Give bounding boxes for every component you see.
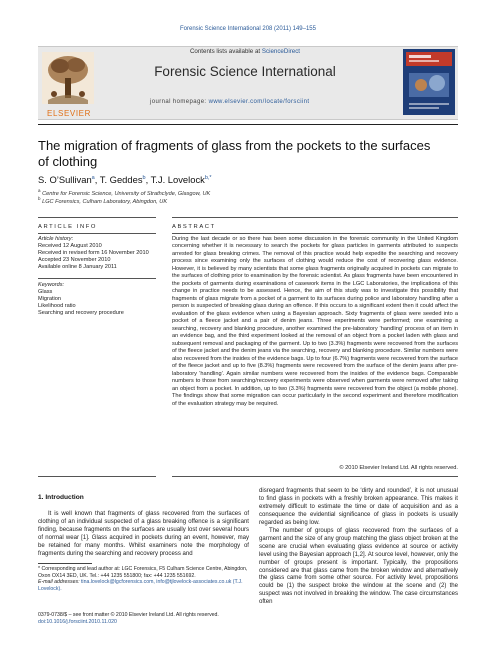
article-info-heading: ARTICLE INFO xyxy=(38,224,98,230)
article-info-bottom-rule xyxy=(38,476,156,477)
body-paragraph: It is well known that fragments of glass recovered from the surfaces of clothing of an individual suspected of a glass breaking offence is a significant finding, because fragments on the surfaces are usually lost over several hours of normal wear [1]. Glass acquired in pockets during an event, however, may be retained for many months. Whilst examiners note the morphology of fragments during the searching and recovery process and xyxy=(38,511,249,557)
contents-prefix: Contents lists available at xyxy=(189,48,261,55)
author-affiliation-marker[interactable]: b,* xyxy=(204,174,212,181)
doi-link[interactable]: doi:10.1016/j.forsciint.2010.11.020 xyxy=(38,618,117,625)
abstract-bottom-rule xyxy=(172,476,458,477)
keyword: Likelihood ratio xyxy=(38,303,76,310)
affiliation xyxy=(38,196,458,205)
abstract-top-rule xyxy=(172,217,458,218)
affiliation-text: Centre for Forensic Science, University of Strathclyde, Glasgow, UK xyxy=(42,190,211,197)
article-info-top-rule xyxy=(38,217,156,218)
affiliation-marker: a xyxy=(38,188,41,193)
history-label: Article history: xyxy=(38,236,74,242)
author-affiliation-marker[interactable]: b xyxy=(142,174,146,181)
email-label: E-mail addresses: xyxy=(38,579,80,586)
abstract-text xyxy=(172,236,458,408)
copyright-notice: © 2010 Elsevier Ireland Ltd. All rights reserved. xyxy=(339,465,458,471)
journal-reference[interactable]: Forensic Science International 208 (2011) 149–155 xyxy=(180,26,316,32)
contents-availability xyxy=(100,48,390,55)
article-title: The migration of fragments of glass from the pockets to the surfaces of clothing xyxy=(38,138,431,169)
keyword: Glass xyxy=(38,289,53,296)
elsevier-tree-logo xyxy=(40,50,96,112)
elsevier-wordmark: ELSEVIER xyxy=(47,109,91,118)
email-line xyxy=(38,579,249,592)
history-entry: Accepted 23 November 2010 xyxy=(38,257,111,264)
author-name[interactable]: T.J. Lovelock xyxy=(150,174,205,185)
header-divider xyxy=(38,124,458,125)
history-entry: Received in revised form 16 November 2010 xyxy=(38,250,149,257)
homepage-link[interactable]: www.elsevier.com/locate/forsciint xyxy=(208,99,310,105)
keywords-block xyxy=(38,282,158,317)
issn-line: 0379-0738/$ – see front matter © 2010 Elsevier Ireland Ltd. All rights reserved. xyxy=(38,612,219,618)
history-entry: Received 12 August 2010 xyxy=(38,243,102,250)
publication-info xyxy=(38,612,258,625)
journal-cover-image[interactable] xyxy=(403,49,455,115)
abstract-rule xyxy=(172,233,458,234)
affiliation-text: LGC Forensics, Culham Laboratory, Abingdon, UK xyxy=(42,198,168,205)
history-entry: Available online 8 January 2011 xyxy=(38,264,117,271)
journal-name: Forensic Science International xyxy=(154,64,336,79)
sciencedirect-link[interactable]: ScienceDirect xyxy=(261,48,301,55)
body-paragraph: The number of groups of glass recovered from the surfaces of a garment and the size of any group matching the glass object broken at the scene are crucial when evaluating glass evidence at source or activity level using the Bayesian approach [1,2]. At source level, however, only the number of groups present is important. Typically, the propositions considered are that glass came from the broken window and alternatively the glass came from some other source. For activity level, propositions could be (1) the suspect broke the window at the scene and (2) the suspect was not involved in breaking the window. The case circumstances often xyxy=(259,527,458,606)
author-name[interactable]: S. O’Sullivan xyxy=(38,174,92,185)
keyword: Migration xyxy=(38,296,62,303)
body-paragraph: disregard fragments that seem to be ‘dirty and rounded’, it is not unusual to find glass in pockets with a freshly broken appearance. This makes it extremely difficult to estimate the time or date of acquisition and as a consequence the evidential significance of glass in pockets is usually regarded as being low. xyxy=(259,488,458,526)
article-history xyxy=(38,236,158,271)
homepage-label: journal homepage: xyxy=(150,99,207,105)
abstract-heading: ABSTRACT xyxy=(172,224,216,230)
body-column-right xyxy=(259,488,458,607)
affiliation-marker: b xyxy=(38,196,41,201)
corresponding-author-note: * Corresponding and lead author at: LGC Forensics, F5 Culham Science Centre, Abingdon, Oxon OX14 3ED, UK. Tel.: +44 1235 551800; fax: +44 1235 551692. xyxy=(38,566,248,579)
author-name[interactable]: T. Geddes xyxy=(99,174,143,185)
abstract-paragraph: During the last decade or so there has been some discussion in the forensic community in the United Kingdom concerning whether it is necessary to search the pockets for glass particles in garments attributed to suspects arrested for glass breaking crimes. The removal of this practice would help expedite the searching and recovery process since examining only the surfaces of clothing would reduce the cost of recovering glass evidence. However, it is believed by many scientists that some glass fragments originally acquired in pockets can migrate to the surfaces of clothing prior to examination by the forensic scientist. As glass fragments have been encountered in the pockets of garments during examinations of casework items in the LGC Laboratories, the implications of this change in practice needs to be assessed. Hence, the aim of this study was to investigate this possibility that fragments of glass migrate from a pocket of a garment to its surfaces during police and laboratory handling after a person is suspected of breaking glass during an offence. If this occurs to a significant extent then it could affect the evaluation of the glass evidence when using a Bayesian approach. Sixty fragments of glass were seeded into a pocket of a fleece jacket and a pair of denim jeans. Three experiments were performed; one examining a searching, recovery and blanking procedure, another examined the pre-laboratory ‘handling’ process of an item in an evidence bag, and the third experiment looked at the removal of an object from a pocket laden with glass and subsequent removal and packaging of the garment. Up to two (3.3%) fragments were recovered from the surfaces of the fleece jacket and the denim jeans via the searching, recovery and blanking procedure. Similar numbers were also recovered from the insides of the evidence bags. Up to four (6.7%) fragments were recovered from the surface of the fleece jacket and up to five (8.3%) fragments were recovered from the surface of the denim jeans after pre-laboratory ‘handling’. Again similar numbers were recovered from the insides of the evidence bags. Comparable numbers to those from searching/recovery experiments were observed when garments were removed after taking an object from a pocket. In addition, up to two (3.3%) fragments were recovered from the object (a mobile phone). The findings show that some migration can occur particularly in the second experiment and therefore modification of the evaluation strategy may be required. xyxy=(172,236,458,407)
journal-header-band xyxy=(38,46,458,120)
article-info-rule xyxy=(38,233,156,234)
body-column-left xyxy=(38,511,249,559)
author-list: S. O’Sullivan$^a$, T. Geddes$^b$, T.J. Lovelock$^{b,*}$ xyxy=(38,174,212,185)
section-heading: 1. Introduction xyxy=(38,494,84,501)
email-addresses[interactable]: tina.lovelock@lgcforensics.com, info@tjlovelock-associates.co.uk (T.J. Lovelock). xyxy=(38,579,243,593)
footnote-divider xyxy=(38,563,92,564)
keyword: Searching and recovery procedure xyxy=(38,310,124,317)
keywords-rule xyxy=(38,278,156,279)
keywords-label: Keywords: xyxy=(38,282,65,288)
author-affiliation-marker[interactable]: a xyxy=(91,174,95,181)
footnotes xyxy=(38,566,249,593)
